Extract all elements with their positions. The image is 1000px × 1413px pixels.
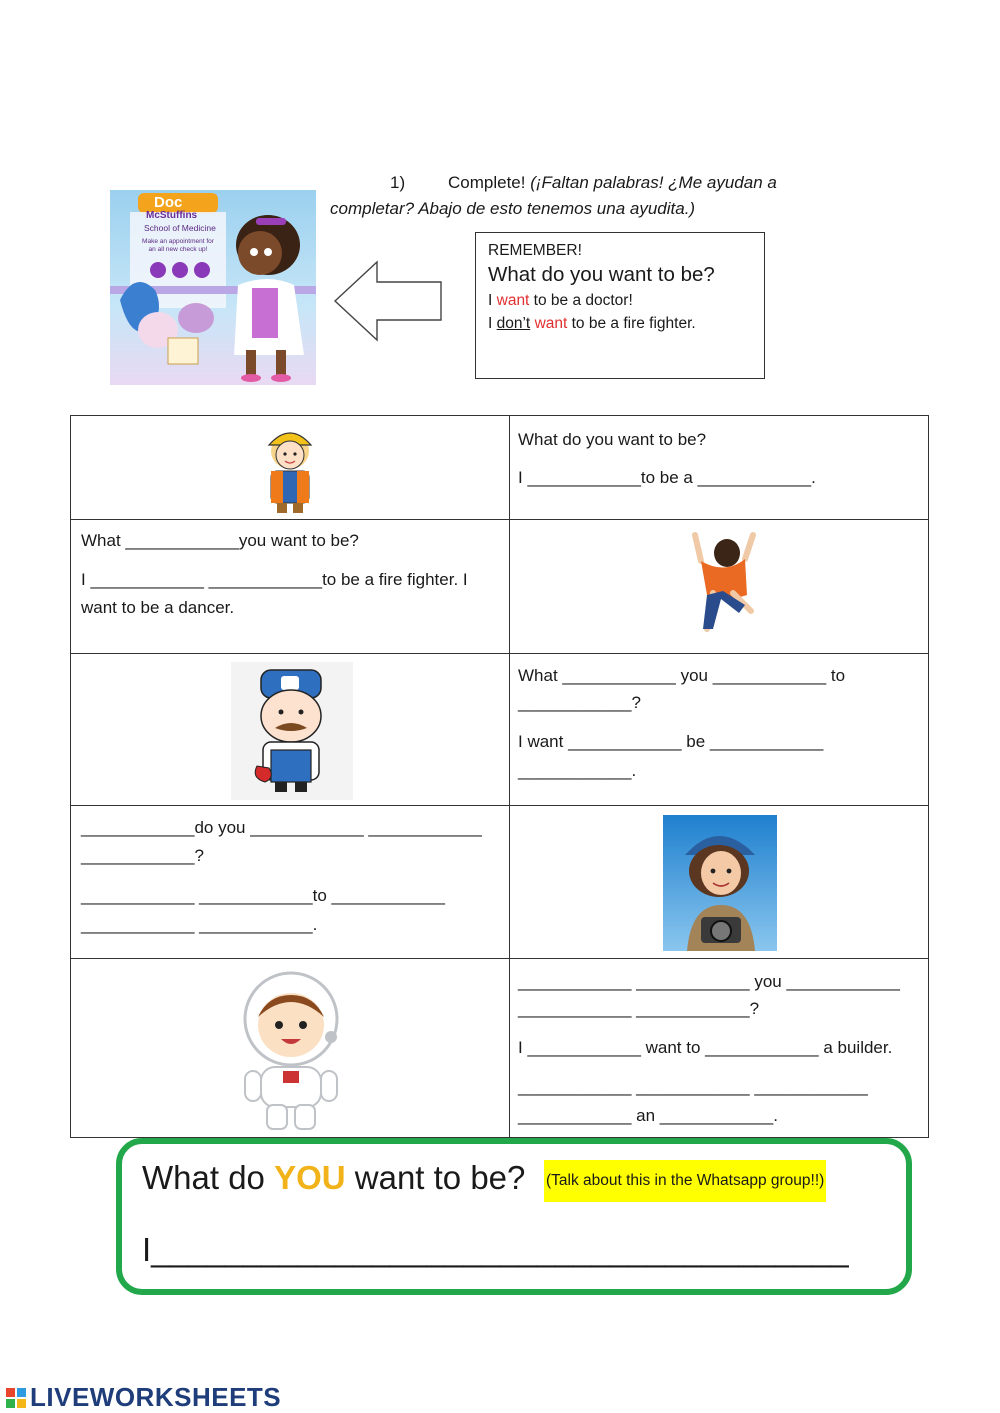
arrow-left-icon	[333, 260, 445, 342]
row5-answer-a: I ____________ want to ____________ a builder.	[518, 1038, 893, 1057]
row4-answer-a: ____________ ____________to ____________	[81, 886, 445, 905]
line2-dont: don’t	[496, 315, 531, 332]
exercise-number: 1)	[390, 173, 406, 192]
final-question-b: want to be?	[345, 1159, 526, 1196]
row2-answer-a: I ____________ ____________to be a fire fighter. I	[81, 570, 468, 589]
table-row-divider	[71, 958, 928, 959]
row2-question: What ____________you want to be?	[81, 531, 359, 550]
logo-grid-icon	[6, 1388, 26, 1408]
row3-answer-b: ____________.	[518, 761, 637, 780]
final-answer-line[interactable]: I______________________________________	[142, 1231, 849, 1268]
table-row-divider	[71, 805, 928, 806]
table-row-divider	[71, 519, 928, 520]
doc-mcstuffins-poster	[110, 190, 316, 385]
row3-answer-a: I want ____________ be ____________	[518, 732, 824, 751]
remember-line2	[488, 312, 752, 335]
final-question-box	[116, 1138, 912, 1295]
photographer-icon	[663, 815, 777, 951]
row4-question-b: ____________?	[81, 846, 204, 865]
final-question-you: YOU	[274, 1159, 346, 1196]
row3-question-a: What ____________ you ____________ to	[518, 666, 846, 685]
row4-question-a: ____________do you ____________ ____________	[81, 818, 482, 837]
exercise-table	[70, 415, 929, 1138]
row4-answer-b: ____________ ____________.	[81, 915, 318, 934]
instruction-main: Complete!	[448, 173, 526, 192]
logo-text: LIVEWORKSHEETS	[30, 1382, 282, 1412]
astronaut-kid-icon	[231, 967, 351, 1135]
remember-box	[475, 232, 765, 379]
row1-answer: I ____________to be a ____________.	[518, 468, 816, 487]
line1-part-a: I	[488, 292, 497, 309]
builder-kid-icon	[257, 425, 323, 517]
row1-question: What do you want to be?	[518, 430, 707, 449]
line2-want: want	[534, 315, 568, 332]
line1-want: want	[496, 292, 530, 309]
instruction-italic-b: completar? Abajo de esto tenemos una ayudita.)	[330, 199, 696, 218]
row3-question-b: ____________?	[518, 693, 641, 712]
poster-illustration	[110, 190, 316, 385]
row2-answer-b: want to be a dancer.	[81, 598, 235, 617]
poster-appointment: Make an appointment for an all new check up!	[142, 238, 214, 253]
remember-line1	[488, 289, 752, 312]
poster-school: School of Medicine	[144, 223, 216, 233]
line2-part-a: I	[488, 315, 497, 332]
poster-brand2: McStuffins	[146, 210, 198, 221]
row5-question-b: ____________ ____________?	[518, 999, 760, 1018]
table-row-divider	[71, 653, 928, 654]
remember-title: REMEMBER!	[488, 242, 582, 259]
line1-part-c: to be a doctor!	[529, 292, 633, 309]
final-question	[142, 1158, 525, 1198]
remember-question: What do you want to be?	[488, 263, 715, 286]
poster-brand: Doc	[154, 194, 183, 211]
final-question-a: What do	[142, 1159, 275, 1196]
dancer-girl-icon	[687, 531, 763, 647]
table-column-divider	[509, 416, 510, 1137]
row5-answer-b: ____________ ____________ ____________	[518, 1077, 868, 1096]
liveworksheets-logo	[6, 1382, 281, 1413]
whatsapp-note: (Talk about this in the Whatsapp group!!)	[544, 1160, 826, 1202]
row5-answer-c: ____________ an ____________.	[518, 1106, 778, 1125]
line2-part-e: to be a fire fighter.	[567, 315, 696, 332]
instruction-italic-a: (¡Faltan palabras! ¿Me ayudan a	[530, 173, 777, 192]
row5-question-a: ____________ ____________ you ____________	[518, 972, 900, 991]
instructions-line1	[390, 168, 850, 197]
plumber-icon	[231, 662, 353, 800]
